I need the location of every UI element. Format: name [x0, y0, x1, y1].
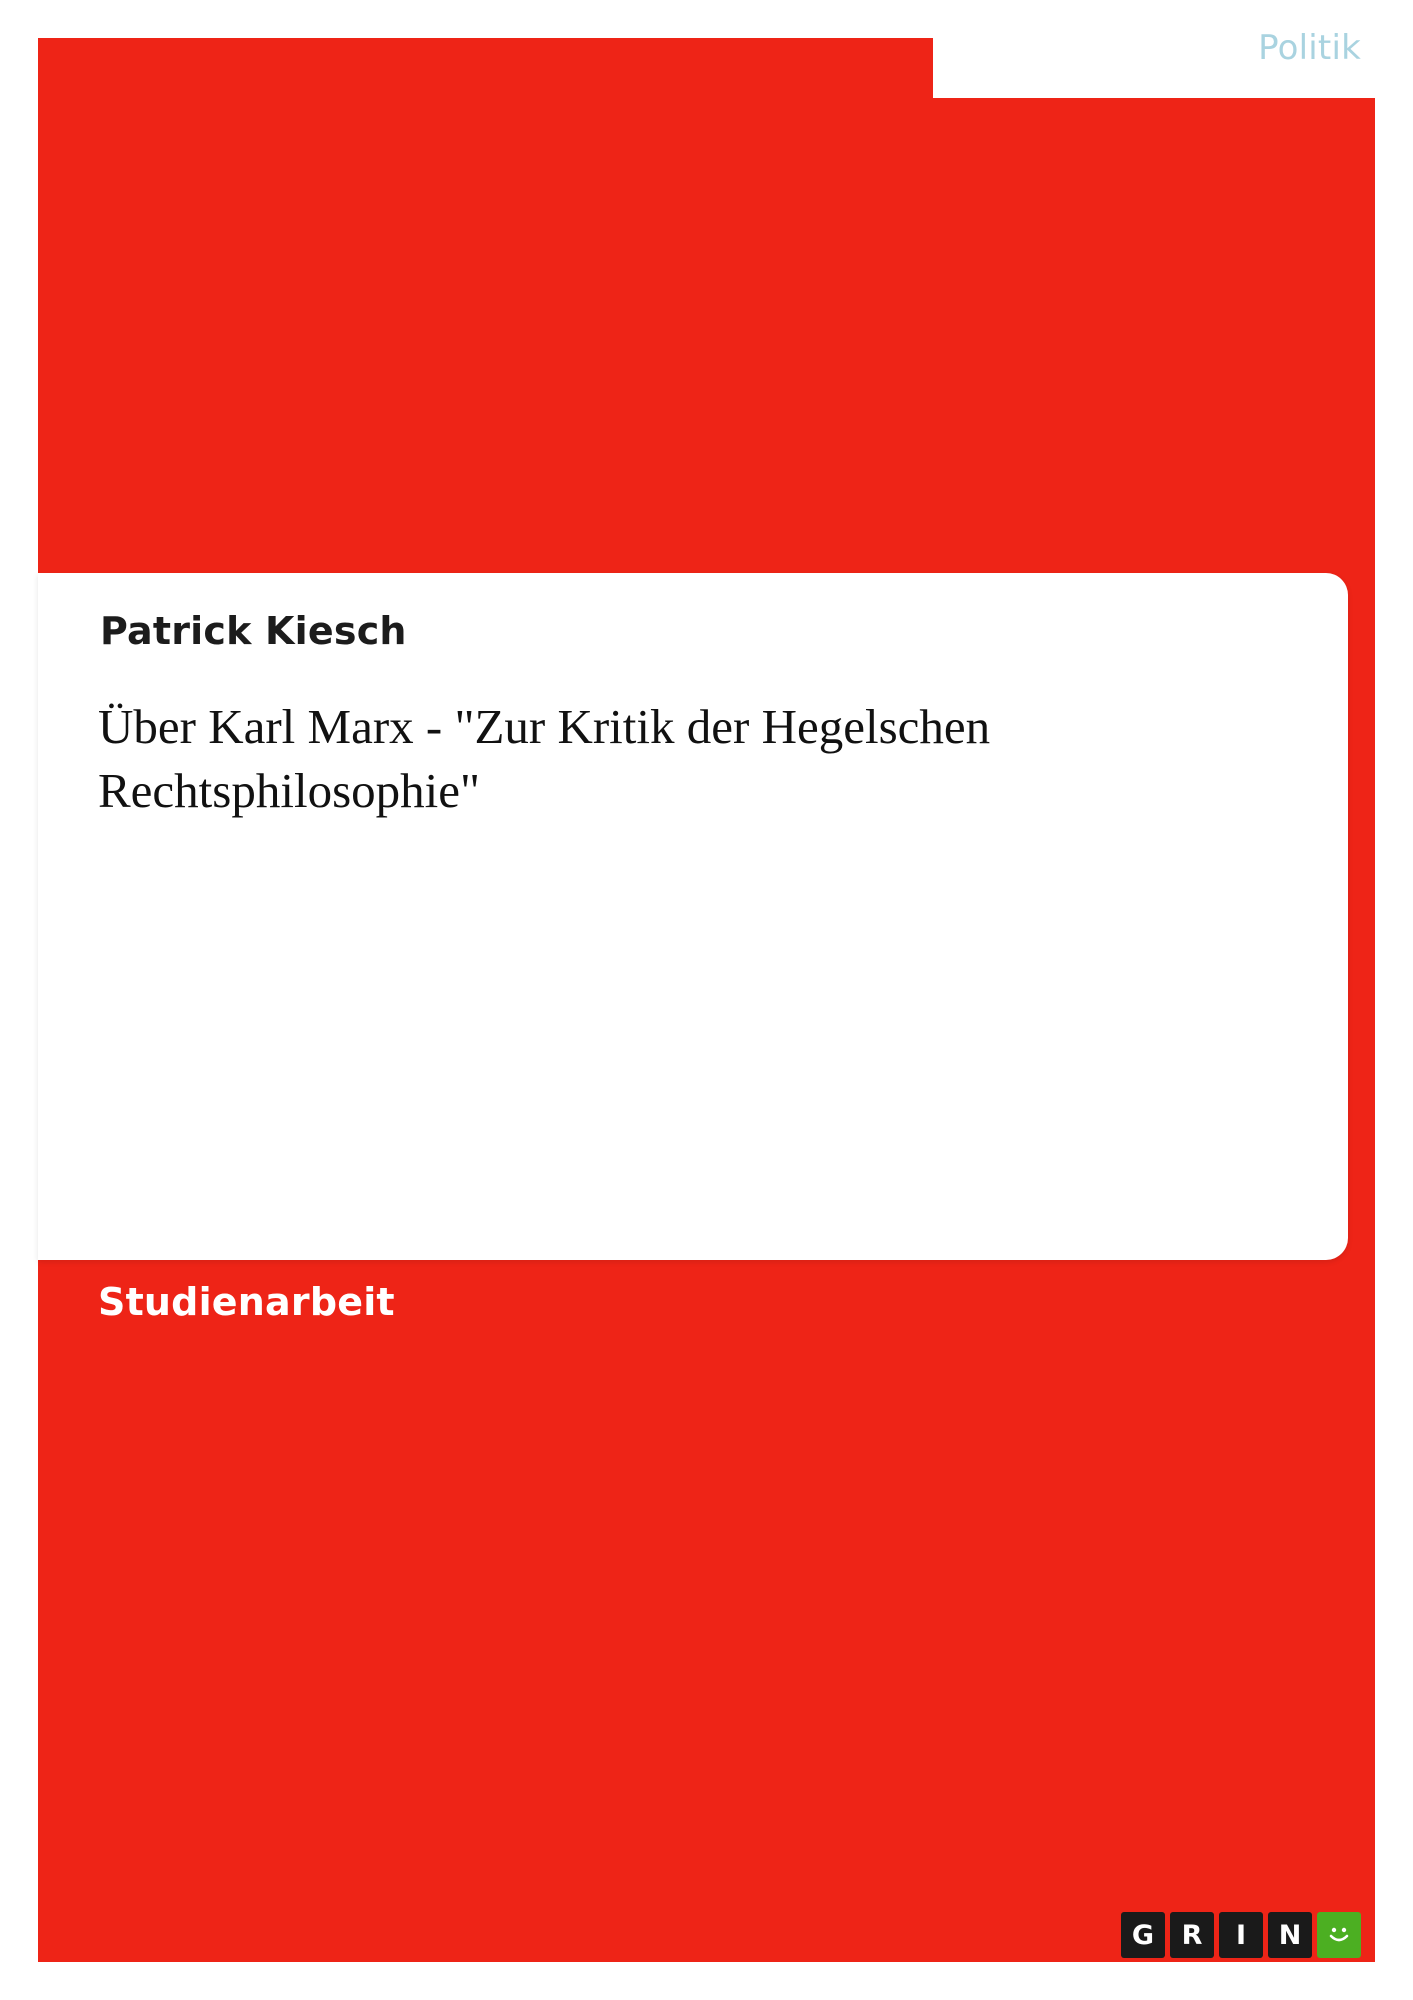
smiley-icon [1317, 1912, 1361, 1958]
grin-logo [1121, 1912, 1361, 1958]
author-name: Patrick Kiesch [100, 609, 407, 653]
book-cover [38, 38, 1375, 1962]
logo-letter-r: R [1170, 1912, 1214, 1958]
page-title: Über Karl Marx - "Zur Kritik der Hegelschen Rechtsphilosophie" [98, 699, 991, 818]
logo-letter-n: N [1268, 1912, 1312, 1958]
logo-letter-i: I [1219, 1912, 1263, 1958]
logo-letter-g: G [1121, 1912, 1165, 1958]
category-label: Politik [1258, 28, 1361, 68]
title-card [38, 573, 1348, 1260]
document-type-label: Studienarbeit [98, 1280, 395, 1324]
